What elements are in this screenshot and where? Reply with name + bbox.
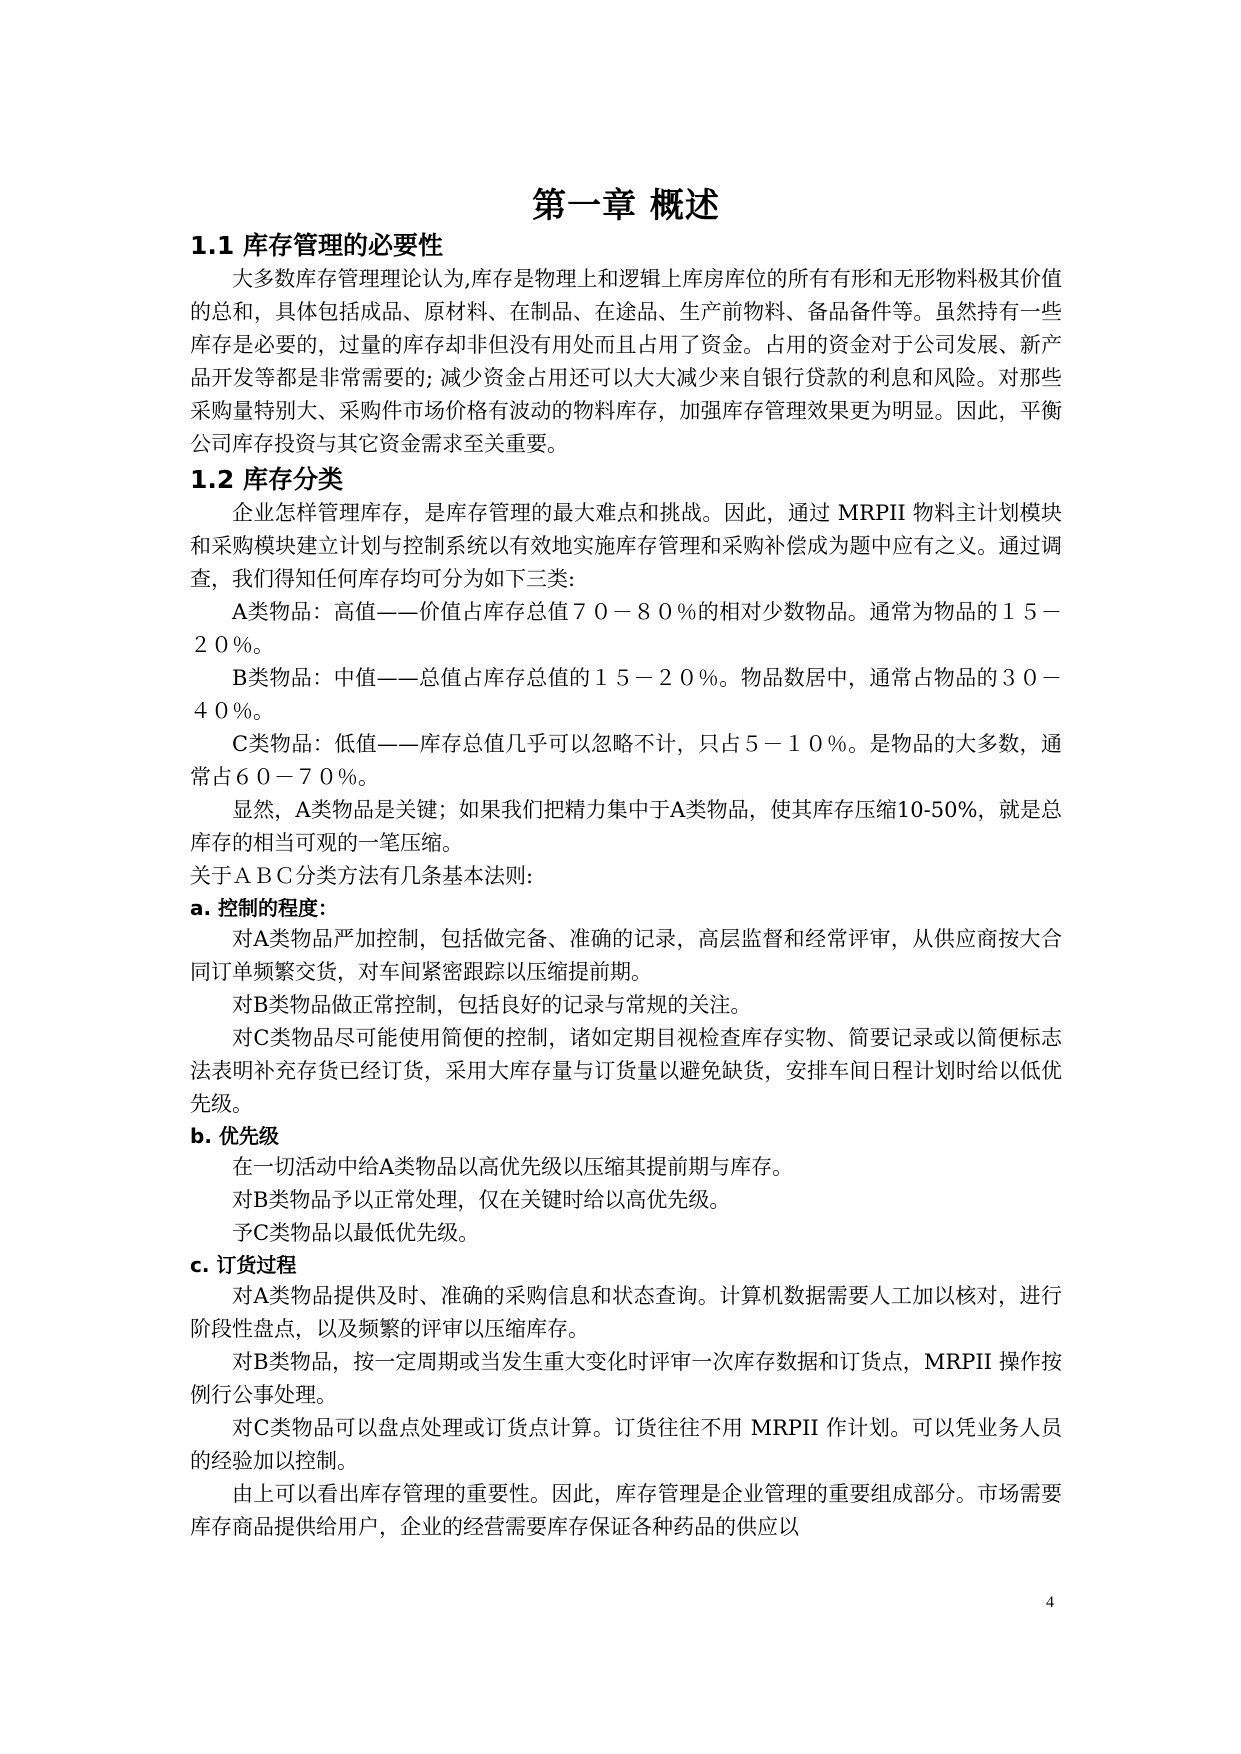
subheading-priority: b. 优先级	[190, 1124, 279, 1148]
paragraph-class-b: B类物品：中值——总值占库存总值的１５－２０％。物品数居中，通常占物品的３０－４０％。	[190, 666, 1062, 723]
paragraph-class-c: C类物品：低值——库存总值几乎可以忽略不计，只占５－１０％。是物品的大多数，通常占６０－７０％。	[190, 732, 1062, 789]
paragraph-conclusion: 由上可以看出库存管理的重要性。因此，库存管理是企业管理的重要组成部分。市场需要库存商品提供给用户，企业的经营需要库存保证各种药品的供应以	[190, 1482, 1062, 1539]
paragraph-class-a: A类物品：高值——价值占库存总值７０－８０％的相对少数物品。通常为物品的１５－２０％。	[190, 600, 1062, 657]
subheading-control-degree: a. 控制的程度：	[190, 896, 339, 920]
paragraph-abc-rules: 关于ＡＢＣ分类方法有几条基本法则:	[190, 864, 534, 888]
subheading-ordering-process: c. 订货过程	[190, 1253, 297, 1277]
section-heading-1-1: 1.1 库存管理的必要性	[190, 231, 443, 260]
paragraph-a-is-key: 显然，A类物品是关键；如果我们把精力集中于A类物品，使其库存压缩10-50%，就是总库存的相当可观的一笔压缩。	[190, 798, 1062, 855]
paragraph-priority-c: 予C类物品以最低优先级。	[232, 1221, 480, 1245]
chapter-title: 第一章 概述	[532, 186, 720, 226]
paragraph-priority-a: 在一切活动中给A类物品以高优先级以压缩其提前期与库存。	[232, 1155, 794, 1179]
paragraph-control-b: 对B类物品做正常控制，包括良好的记录与常规的关注。	[232, 993, 752, 1017]
paragraph-ordering-a: 对A类物品提供及时、准确的采购信息和状态查询。计算机数据需要人工加以核对，进行阶段性盘点，以及频繁的评审以压缩库存。	[190, 1284, 1062, 1341]
paragraph-control-c: 对C类物品尽可能使用简便的控制，诸如定期目视检查库存实物、简要记录或以简便标志法表明补充存货已经订货，采用大库存量与订货量以避免缺货，安排车间日程计划时给以低优先级。	[190, 1026, 1062, 1116]
paragraph-classification-intro: 企业怎样管理库存，是库存管理的最大难点和挑战。因此，通过 MRPII 物料主计划模块和采购模块建立计划与控制系统以有效地实施库存管理和采购补偿成为题中应有之义。通过调查，我们得知任何库存均可分为如下三类:	[190, 501, 1062, 591]
paragraph-control-a: 对A类物品严加控制，包括做完备、准确的记录，高层监督和经常评审，从供应商按大合同订单频繁交货，对车间紧密跟踪以压缩提前期。	[190, 927, 1062, 984]
paragraph-necessity: 大多数库存管理理论认为,库存是物理上和逻辑上库房库位的所有有形和无形物料极其价值的总和，具体包括成品、原材料、在制品、在途品、生产前物料、备品备件等。虽然持有一些库存是必要的，过量的库存却非但没有用处而且占用了资金。占用的资金对于公司发展、新产品开发等都是非常需要的; 减少资金占用还可以大大减少来自银行贷款的利息和风险。对那些采购量特别大、采购件市场价格有波动的物料库存，加强库存管理效果更为明显。因此，平衡公司库存投资与其它资金需求至关重要。	[190, 267, 1062, 456]
paragraph-ordering-b: 对B类物品，按一定周期或当发生重大变化时评审一次库存数据和订货点，MRPII 操作按例行公事处理。	[190, 1350, 1062, 1407]
page-number: 4	[1046, 1594, 1054, 1611]
paragraph-priority-b: 对B类物品予以正常处理，仅在关键时给以高优先级。	[232, 1188, 731, 1212]
section-heading-1-2: 1.2 库存分类	[190, 465, 343, 494]
paragraph-ordering-c: 对C类物品可以盘点处理或订货点计算。订货往往不用 MRPII 作计划。可以凭业务人员的经验加以控制。	[190, 1416, 1062, 1473]
page-content	[190, 185, 1062, 1544]
